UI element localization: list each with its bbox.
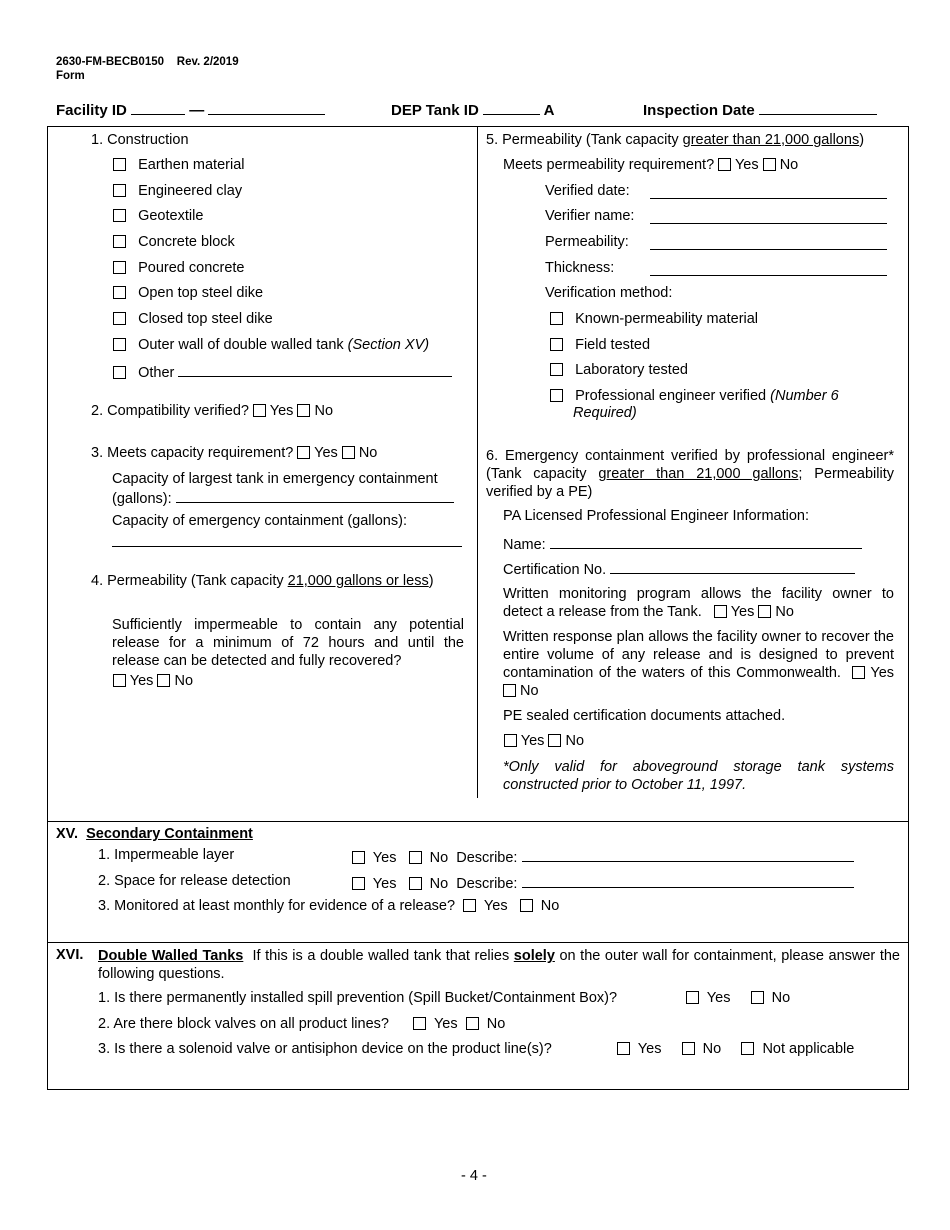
checkbox[interactable] (550, 338, 563, 351)
construction-option-outer-wall[interactable] (113, 337, 429, 353)
sealed-yes-checkbox[interactable] (504, 734, 517, 747)
option-label: Laboratory tested (575, 362, 688, 378)
facility-id-field-2[interactable] (208, 100, 325, 115)
compat-yes-checkbox[interactable] (253, 404, 266, 417)
label-text: ; Permeability verified by a PE) (486, 466, 894, 500)
meets-permeability-row (503, 157, 798, 173)
checkbox[interactable] (113, 286, 126, 299)
construction-option[interactable] (113, 311, 273, 327)
impermeable-no-checkbox[interactable] (157, 674, 170, 687)
verifier-name-field[interactable] (650, 208, 887, 224)
sealed-docs-yes-no (504, 733, 584, 749)
construction-option[interactable] (113, 234, 235, 250)
xv-yes-checkbox[interactable] (352, 851, 365, 864)
no-label: No (429, 850, 449, 866)
xv-monthly-row (98, 898, 559, 914)
xvi-q3-label: 3. Is there a solenoid valve or antisiphon device on the product line(s)? (98, 1041, 552, 1057)
section-xv-divider (47, 821, 909, 822)
footnote: *Only valid for aboveground storage tank systems constructed prior to October 11, 1997. (503, 759, 894, 793)
no-label: No (779, 157, 799, 173)
checkbox[interactable] (113, 261, 126, 274)
capacity-row (91, 445, 377, 461)
checkbox[interactable] (113, 209, 126, 222)
xv-item-label: 2. Space for release detection (98, 873, 291, 889)
other-field[interactable] (178, 362, 452, 377)
xv-item-label: 1. Impermeable layer (98, 847, 235, 863)
no-label: No (702, 1041, 722, 1057)
form-code (56, 56, 239, 68)
yes-label: Yes (730, 604, 755, 620)
q3-no-checkbox[interactable] (682, 1042, 695, 1055)
yes-label: Yes (433, 1016, 458, 1032)
yes-label: Yes (372, 850, 397, 866)
section-xvi-divider (47, 942, 909, 943)
section-title: Secondary Containment (86, 826, 253, 842)
thickness-label: Thickness: (545, 260, 615, 276)
tank-suffix: A (543, 102, 555, 119)
impermeable-question: Sufficiently impermeable to contain any potential release for a minimum of 72 hours and until the release can be detected and fully recovered? (112, 617, 464, 669)
intro-text: If this is a double walled tank that relies (252, 948, 514, 964)
facility-id-field-1[interactable] (131, 100, 185, 115)
label-underlined: greater than 21,000 gallons (682, 132, 860, 148)
monitoring-program (503, 585, 894, 621)
q2-yes-checkbox[interactable] (413, 1017, 426, 1030)
describe-field[interactable] (522, 847, 854, 862)
monitoring-no-checkbox[interactable] (758, 605, 771, 618)
checkbox[interactable] (113, 184, 126, 197)
label-underlined: 21,000 gallons or less (287, 573, 429, 589)
section-xvi-intro (98, 947, 900, 983)
thickness-field[interactable] (650, 260, 887, 276)
no-label: No (520, 683, 539, 699)
xv-yes-checkbox[interactable] (352, 877, 365, 890)
checkbox[interactable] (113, 158, 126, 171)
option-label: Poured concrete (138, 260, 245, 276)
containment-capacity-field[interactable] (112, 532, 462, 547)
compat-no-checkbox[interactable] (297, 404, 310, 417)
facility-id-dash: — (189, 102, 205, 119)
inspection-date-label: Inspection Date (643, 102, 755, 119)
sealed-no-checkbox[interactable] (548, 734, 561, 747)
yes-label: Yes (870, 665, 895, 681)
yes-label: Yes (637, 1041, 662, 1057)
containment-capacity-label: Capacity of emergency containment (gallons): (112, 513, 407, 529)
option-label: Professional engineer verified (575, 388, 767, 404)
meets-perm-no-checkbox[interactable] (763, 158, 776, 171)
compatibility-label: 2. Compatibility verified? (91, 403, 249, 419)
option-label: Earthen material (138, 157, 245, 173)
pe-verified-label (486, 447, 894, 501)
permeability-small-label (91, 572, 466, 590)
no-label: No (174, 673, 194, 689)
verifier-name-label: Verifier name: (545, 208, 635, 224)
no-label: No (565, 733, 585, 749)
option-label: Outer wall of double walled tank (138, 337, 344, 353)
yes-label: Yes (734, 157, 759, 173)
response-plan (503, 628, 894, 700)
facility-id-label: Facility ID (56, 102, 127, 119)
xv-item-options (352, 873, 854, 892)
q2-no-checkbox[interactable] (466, 1017, 479, 1030)
method-option-pe[interactable] (550, 388, 839, 404)
no-label: No (775, 604, 794, 620)
yes-label: Yes (520, 733, 545, 749)
label-text: ) (859, 132, 865, 148)
option-label: Concrete block (138, 234, 235, 250)
permeability-field[interactable] (650, 234, 887, 250)
capacity-yes-checkbox[interactable] (297, 446, 310, 459)
pe-cert-field[interactable] (610, 559, 855, 574)
option-label: Engineered clay (138, 183, 243, 199)
label-text: 4. Permeability (Tank capacity (91, 573, 288, 589)
checkbox[interactable] (113, 312, 126, 325)
checkbox[interactable] (550, 389, 563, 402)
pe-cert-row (503, 559, 855, 578)
page-number: - 4 - (461, 1168, 487, 1184)
option-label: Field tested (575, 337, 651, 353)
option-label: Other (138, 365, 175, 381)
option-label: Open top steel dike (138, 285, 264, 301)
yes-label: Yes (314, 445, 338, 461)
dep-tank-id-field[interactable] (483, 100, 540, 115)
xv-no-checkbox[interactable] (409, 877, 422, 890)
no-label: No (314, 403, 334, 419)
checkbox[interactable] (113, 235, 126, 248)
revision-text: Rev. 2/2019 (176, 56, 239, 68)
pe-name-label: Name: (503, 537, 546, 553)
monthly-no-checkbox[interactable] (520, 899, 533, 912)
section-xv-header (56, 826, 253, 842)
yes-label: Yes (372, 876, 397, 892)
describe-label: Describe: (456, 876, 518, 892)
pe-note: (Number 6 (770, 388, 839, 404)
xvi-q3-options (617, 1041, 854, 1057)
form-code-text: 2630-FM-BECB0150 (56, 56, 165, 68)
yes-label: Yes (269, 403, 294, 419)
label-text: 5. Permeability (Tank capacity (486, 132, 683, 148)
construction-option[interactable] (113, 208, 203, 224)
xvi-q1-label: 1. Is there permanently installed spill prevention (Spill Bucket/Containment Box)? (98, 990, 618, 1006)
no-label: No (771, 990, 791, 1006)
monthly-yes-checkbox[interactable] (463, 899, 476, 912)
q3-yes-checkbox[interactable] (617, 1042, 630, 1055)
impermeable-yes-no (113, 673, 193, 689)
checkbox[interactable] (113, 366, 126, 379)
permeability-label: Permeability: (545, 234, 629, 250)
form-label: Form (56, 70, 85, 82)
q3-na-checkbox[interactable] (741, 1042, 754, 1055)
construction-option-other[interactable] (113, 362, 452, 381)
sealed-docs-label: PE sealed certification documents attached. (503, 708, 786, 724)
monitoring-yes-checkbox[interactable] (714, 605, 727, 618)
option-label: Closed top steel dike (138, 311, 273, 327)
column-divider (477, 127, 478, 798)
pe-note-line2: Required) (573, 405, 637, 421)
meets-permeability-label: Meets permeability requirement? (503, 157, 715, 173)
yes-label: Yes (483, 898, 508, 914)
yes-label: Yes (129, 673, 154, 689)
q1-no-checkbox[interactable] (751, 991, 764, 1004)
construction-option[interactable] (113, 157, 244, 173)
q2-label: 2. Are there block valves on all product lines? (98, 1016, 389, 1032)
checkbox[interactable] (550, 312, 563, 325)
verified-date-field[interactable] (650, 183, 887, 199)
describe-label: Describe: (456, 850, 518, 866)
meets-perm-yes-checkbox[interactable] (718, 158, 731, 171)
section-xvi-number: XVI. (56, 947, 84, 963)
pe-info-label: PA Licensed Professional Engineer Information: (503, 508, 810, 524)
largest-tank-field[interactable] (176, 488, 454, 503)
construction-title: 1. Construction (91, 132, 189, 148)
inspection-date-row (643, 100, 877, 119)
xv-no-checkbox[interactable] (409, 851, 422, 864)
no-label: No (486, 1016, 506, 1032)
construction-option[interactable] (113, 183, 242, 199)
capacity-label: 3. Meets capacity requirement? (91, 445, 294, 461)
xvi-q2-row (98, 1016, 505, 1032)
label-underlined: greater than 21,000 gallons (598, 466, 799, 482)
section-number: XV. (56, 826, 79, 842)
impermeable-yes-checkbox[interactable] (113, 674, 126, 687)
not-applicable-label: Not applicable (762, 1041, 855, 1057)
xv-item-options (352, 847, 854, 866)
no-label: No (429, 876, 449, 892)
response-no-checkbox[interactable] (503, 684, 516, 697)
method-option[interactable] (550, 362, 688, 378)
option-label: Known-permeability material (575, 311, 759, 327)
section-title: Double Walled Tanks (98, 948, 244, 964)
method-option[interactable] (550, 337, 650, 353)
response-text: Written response plan allows the facility owner to recover the entire volume of any release and is designed to prevent contamination of the waters of this Commonwealth. (503, 629, 894, 681)
capacity-no-checkbox[interactable] (342, 446, 355, 459)
method-option[interactable] (550, 311, 758, 327)
construction-option[interactable] (113, 285, 263, 301)
dep-tank-id-label: DEP Tank ID (391, 102, 479, 119)
label-text: 6. Emergency containment verified by professional engineer* (Tank capacity (486, 448, 894, 482)
largest-tank-label: Capacity of largest tank in emergency containment (gallons): (112, 471, 438, 507)
compatibility-row (91, 403, 333, 419)
q1-yes-checkbox[interactable] (686, 991, 699, 1004)
section-note: (Section XV) (347, 337, 430, 353)
checkbox[interactable] (550, 363, 563, 376)
pe-name-field[interactable] (550, 534, 862, 549)
no-label: No (358, 445, 378, 461)
monthly-label: 3. Monitored at least monthly for evidence of a release? (98, 898, 456, 914)
monitoring-text: Written monitoring program allows the facility owner to detect a release from the Tank. (503, 586, 894, 620)
pe-cert-label: Certification No. (503, 562, 607, 578)
intro-emphasis: solely (513, 948, 555, 964)
inspection-date-field[interactable] (759, 100, 877, 115)
describe-field[interactable] (522, 873, 854, 888)
facility-id-row (56, 100, 325, 119)
xvi-q1-options (686, 990, 790, 1006)
verified-date-label: Verified date: (545, 183, 630, 199)
response-yes-checkbox[interactable] (852, 666, 865, 679)
option-label: Geotextile (138, 208, 204, 224)
largest-tank-capacity (112, 470, 464, 508)
permeability-large-label (486, 132, 864, 148)
no-label: No (540, 898, 560, 914)
construction-option[interactable] (113, 260, 245, 276)
yes-label: Yes (706, 990, 731, 1006)
dep-tank-id-row (391, 100, 554, 119)
verification-method-label: Verification method: (545, 285, 673, 301)
pe-name-row (503, 534, 862, 553)
checkbox[interactable] (113, 338, 126, 351)
label-text: ) (428, 573, 434, 589)
intro-text: on the outer wall for containment, please answer the following questions. (98, 948, 900, 982)
